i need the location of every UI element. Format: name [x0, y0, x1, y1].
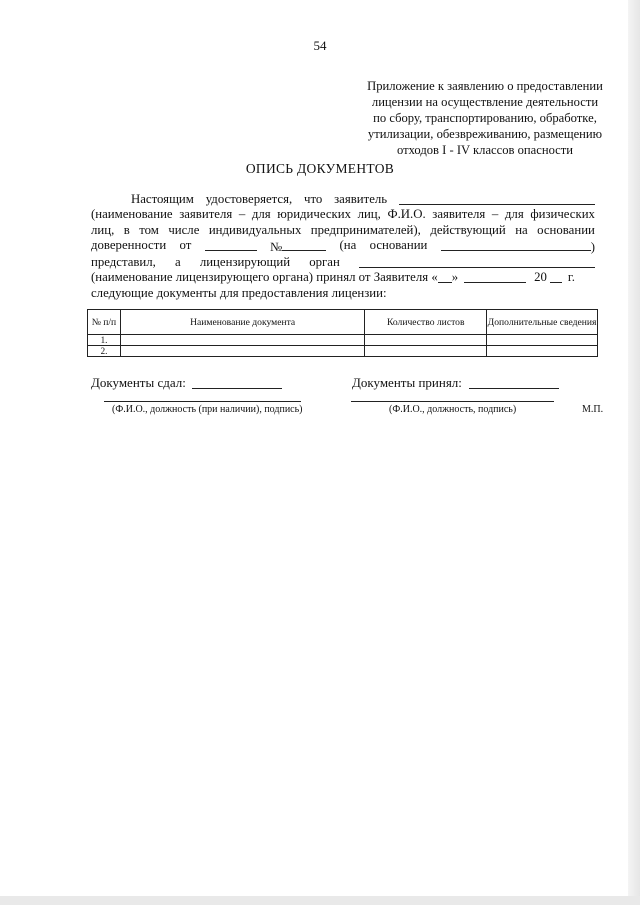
word: заявитель: [334, 192, 388, 206]
row-number-cell: 1.: [88, 335, 121, 346]
receipt-day-field[interactable]: [438, 270, 452, 283]
col-header-additional-info: Дополнительные сведения: [487, 310, 598, 335]
word: доверенности: [91, 237, 167, 252]
text-line-4: [91, 238, 595, 255]
word: юридических: [277, 207, 351, 222]
word: действующий: [430, 222, 506, 237]
word: представил,: [91, 255, 156, 270]
word: №: [269, 239, 283, 254]
power-of-attorney-date-field[interactable]: [205, 238, 257, 251]
page-number: 54: [313, 38, 327, 53]
col-header-sheet-count: Количество листов: [365, 310, 487, 335]
word: основании: [537, 222, 595, 237]
appendix-line: Приложение к заявлению о предоставлении: [367, 79, 603, 93]
word: индивидуальных: [208, 222, 302, 237]
text-line-6: [91, 270, 595, 285]
basis-field[interactable]: [441, 238, 591, 251]
received-signature-field[interactable]: [469, 388, 559, 389]
word: –: [491, 207, 499, 222]
handed-over-signature-field[interactable]: [192, 388, 282, 389]
word: предпринимателей),: [310, 222, 421, 237]
text-line-2: [91, 207, 595, 222]
receipt-year-field[interactable]: [550, 270, 562, 283]
row-number-cell: 2.: [88, 346, 121, 357]
word: орган: [309, 255, 340, 270]
word: числе: [168, 222, 200, 237]
page-edge-bottom: [0, 896, 640, 905]
word: (наименование: [91, 207, 173, 222]
word: удостоверяется,: [205, 192, 293, 206]
power-of-attorney-number-field[interactable]: [282, 238, 326, 251]
handed-over-label: Документы сдал:: [91, 375, 186, 390]
appendix-line: отходов I - IV классов опасности: [396, 143, 574, 157]
word: (наименование лицензирующего органа) принял от Заявителя «: [91, 270, 438, 285]
document-name-cell[interactable]: [120, 346, 364, 357]
word: лицензирующий: [199, 255, 291, 270]
word: ): [590, 239, 595, 254]
word: (на: [339, 237, 357, 252]
word: заявителя: [179, 207, 233, 222]
table-row: [88, 346, 598, 357]
word: »: [451, 270, 459, 285]
documents-table: [87, 309, 598, 357]
stamp-place-label: М.П.: [582, 404, 604, 415]
word: Настоящим: [131, 192, 194, 206]
licensing-authority-field[interactable]: [359, 255, 595, 268]
word: лиц,: [91, 222, 115, 237]
text-line-3: [91, 223, 595, 238]
word: лиц,: [357, 207, 381, 222]
applicant-name-field[interactable]: [399, 192, 595, 205]
table-row: [88, 335, 598, 346]
word: на: [515, 222, 528, 237]
word: том: [139, 222, 159, 237]
appendix-line: по сбору, транспортированию, обработке,: [373, 111, 597, 125]
word: физических: [530, 207, 595, 222]
sheet-count-cell[interactable]: [365, 335, 487, 346]
word: г.: [567, 270, 575, 285]
word: а: [175, 255, 181, 270]
document-name-cell[interactable]: [120, 335, 364, 346]
sheet-count-cell[interactable]: [365, 346, 487, 357]
word: что: [304, 192, 323, 206]
word: для: [251, 207, 271, 222]
certification-text: [91, 192, 595, 301]
word: от: [179, 237, 192, 252]
table-header-row: [88, 310, 598, 335]
handed-over-name-line[interactable]: [104, 401, 301, 402]
received-caption: (Ф.И.О., должность, подпись): [389, 404, 517, 415]
word: –: [238, 207, 246, 222]
handed-over-caption: (Ф.И.О., должность (при наличии), подпись): [112, 404, 303, 415]
word: Ф.И.О.: [387, 207, 426, 222]
additional-info-cell[interactable]: [487, 335, 598, 346]
appendix-note: [345, 78, 625, 158]
text-line-1: [91, 192, 595, 207]
word: для: [504, 207, 524, 222]
receipt-month-field[interactable]: [464, 270, 526, 283]
text-line-7: [91, 286, 595, 301]
word: основании: [369, 237, 428, 252]
word: в: [123, 222, 130, 237]
col-header-number: № п/п: [88, 310, 121, 335]
col-header-document-name: Наименование документа: [120, 310, 364, 335]
word: заявителя: [432, 207, 486, 222]
appendix-line: лицензии на осуществление деятельности: [371, 95, 599, 109]
received-name-line[interactable]: [351, 401, 554, 402]
word: следующие документы для предоставления лицензии:: [91, 285, 387, 300]
received-label: Документы принял:: [352, 375, 462, 390]
text-line-5: [91, 255, 595, 270]
page-edge-right: [628, 0, 640, 905]
document-title: ОПИСЬ ДОКУМЕНТОВ: [245, 161, 395, 176]
appendix-line: утилизации, обезвреживанию, размещению: [367, 127, 603, 141]
additional-info-cell[interactable]: [487, 346, 598, 357]
word: 20: [534, 270, 547, 285]
